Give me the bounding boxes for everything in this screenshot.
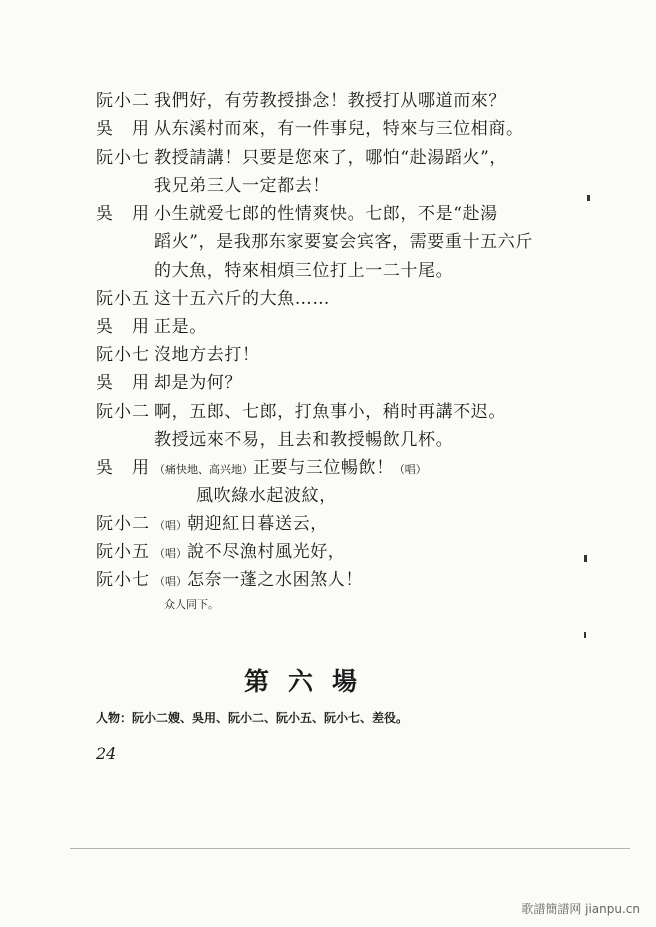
- stage-direction: （唱）: [154, 575, 187, 588]
- dialogue-text: 小生就爱七郎的性情爽快。七郎，不是“赴湯: [154, 204, 498, 224]
- speaker-name: 阮小五: [96, 542, 150, 562]
- dialogue-text: 正要与三位暢飲！: [253, 458, 394, 478]
- dialogue-text: 却是为何？: [154, 373, 242, 393]
- scan-speck: [584, 632, 586, 638]
- dialogue-line: [96, 344, 260, 366]
- speaker-name: 阮小二: [96, 91, 150, 111]
- cast-list: [96, 709, 408, 726]
- lyric-text: 朝迎紅日暮送云，: [187, 514, 328, 534]
- dialogue-line: [96, 203, 498, 225]
- dialogue-line: [96, 569, 363, 593]
- scan-speck: [587, 195, 590, 201]
- dialogue-continuation: [154, 260, 453, 282]
- lyric-text: 怎奈一蓬之水困煞人！: [187, 570, 363, 590]
- dialogue-text: 正是。: [154, 317, 207, 337]
- cast-label: 人物：: [96, 711, 133, 725]
- stage-direction: （唱）: [154, 547, 187, 560]
- speaker-name: 吳 用: [96, 373, 150, 393]
- dialogue-text: 我們好，有劳教授掛念！教授打从哪道而來？: [154, 91, 506, 111]
- lyric-text: 風吹綠水起波紋，: [196, 486, 337, 506]
- cast-names: 阮小二嫂、吳用、阮小二、阮小五、阮小七、差役。: [132, 711, 409, 725]
- speaker-name: 阮小五: [96, 289, 150, 309]
- dialogue-continuation: [154, 175, 330, 197]
- watermark: 歌譜簡譜网 jianpu.cn: [521, 902, 640, 916]
- speaker-name: 吳 用: [96, 204, 150, 224]
- dialogue-text: 我兄弟三人一定都去！: [154, 176, 330, 196]
- dialogue-text: 教授請講！只要是您來了，哪怕“赴湯蹈火”，: [154, 148, 507, 168]
- dialogue-line: [96, 401, 506, 423]
- speaker-name: 阮小七: [96, 345, 150, 365]
- dialogue-line: [96, 513, 328, 537]
- dialogue-text: 这十五六斤的大魚……: [154, 289, 330, 309]
- dialogue-text: 教授远來不易，且去和教授暢飲几杯。: [154, 430, 454, 450]
- speaker-name: 阮小七: [96, 570, 150, 590]
- dialogue-line: [96, 288, 330, 310]
- stage-direction: （唱）: [393, 463, 427, 476]
- song-line: [196, 485, 337, 507]
- speaker-name: 吳 用: [96, 317, 150, 337]
- dialogue-text: 蹈火”，是我那东家要宴会宾客，需要重十五六斤: [154, 232, 533, 252]
- scan-speck: [584, 555, 587, 562]
- speaker-name: 阮小二: [96, 514, 150, 534]
- dialogue-line: [96, 372, 242, 394]
- lyric-text: 說不尽漁村風光好，: [187, 542, 346, 562]
- dialogue-text: 从东溪村而來，有一件事兒，特來与三位相商。: [154, 119, 524, 139]
- page-number: 24: [96, 744, 117, 763]
- dialogue-line: [96, 147, 507, 169]
- stage-direction: （唱）: [154, 519, 187, 532]
- dialogue-line: [96, 541, 345, 565]
- speaker-name: 吳 用: [96, 119, 150, 139]
- dialogue-text: 沒地方去打！: [154, 345, 260, 365]
- speaker-name: 吳 用: [96, 458, 150, 478]
- dialogue-line: [96, 90, 506, 112]
- dialogue-line: [96, 457, 427, 481]
- exit-direction: 众人同下。: [164, 598, 219, 611]
- speaker-name: 阮小七: [96, 148, 150, 168]
- dialogue-line: [96, 316, 207, 338]
- dialogue-line: [96, 118, 524, 140]
- scene-title: 第六場: [244, 667, 377, 696]
- dialogue-continuation: [154, 231, 533, 253]
- dialogue-continuation: [154, 429, 453, 451]
- stage-direction: （痛快地、高兴地）: [154, 463, 253, 476]
- dialogue-text: 啊，五郎、七郎，打魚事小，稍时再講不迟。: [154, 402, 506, 422]
- speaker-name: 阮小二: [96, 402, 150, 422]
- dialogue-text: 的大魚，特來相煩三位打上一二十尾。: [154, 261, 454, 281]
- scan-edge-line: [70, 848, 630, 849]
